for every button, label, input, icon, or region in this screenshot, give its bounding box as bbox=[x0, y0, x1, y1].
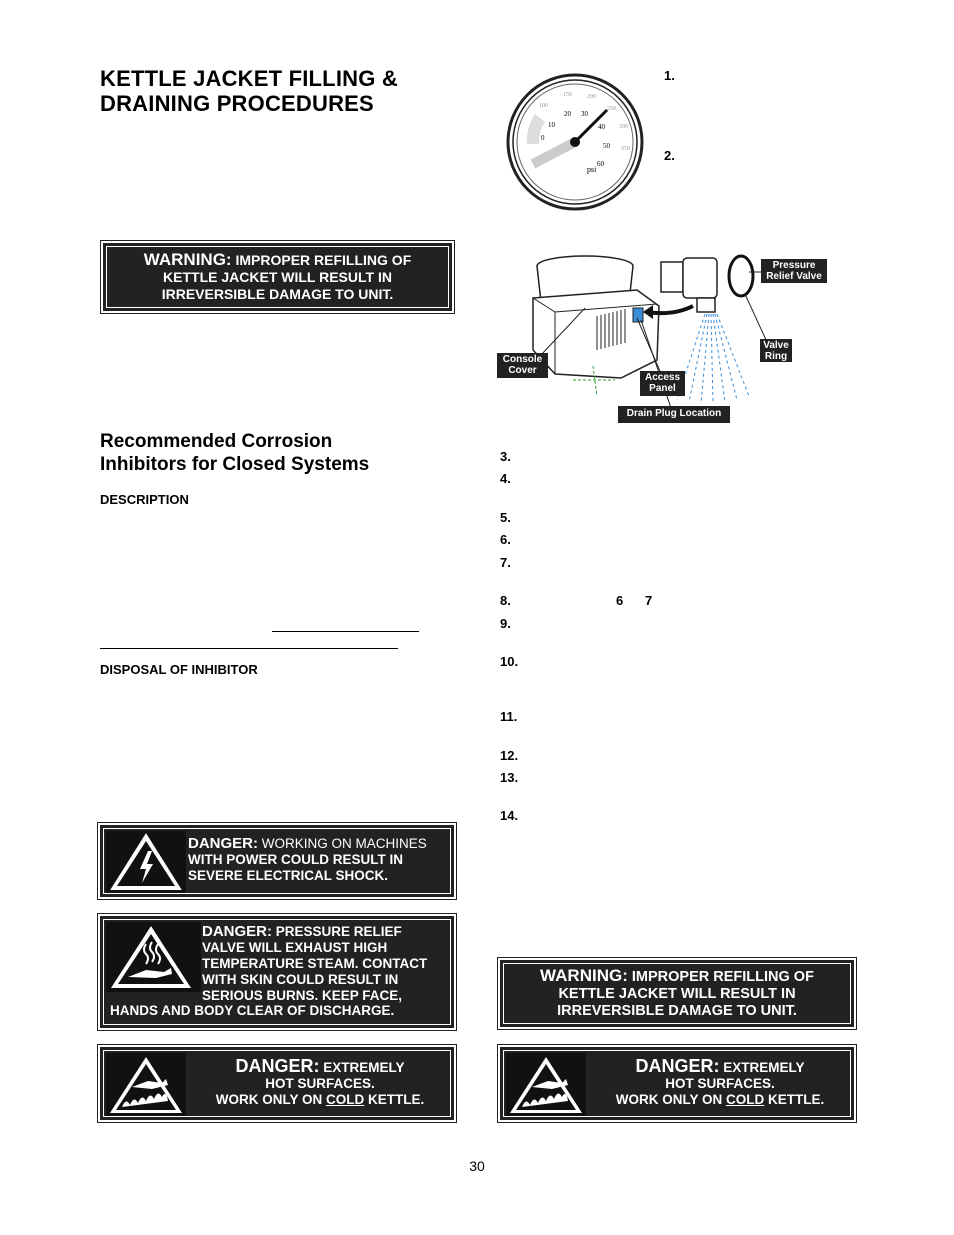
warning-line: KETTLE JACKET WILL RESULT IN bbox=[558, 986, 796, 1002]
danger-label: DANGER: bbox=[635, 1056, 720, 1076]
danger-line: VALVE WILL EXHAUST HIGH bbox=[202, 940, 388, 955]
underline-rule bbox=[100, 648, 398, 649]
console-cover-label: Console Cover bbox=[497, 353, 548, 378]
danger-line: EXTREMELY bbox=[323, 1060, 405, 1075]
danger-box-hot-left bbox=[100, 1047, 454, 1120]
gauge-tick: 150 bbox=[563, 92, 572, 98]
warning-line: IMPROPER REFILLING OF bbox=[631, 969, 814, 985]
gauge-tick: 300 bbox=[619, 124, 628, 130]
warning-box-left bbox=[103, 243, 452, 311]
section-heading-line: Recommended Corrosion bbox=[100, 431, 333, 452]
valve-ring-label: Valve Ring bbox=[760, 339, 792, 362]
danger-line: SEVERE ELECTRICAL SHOCK. bbox=[188, 868, 389, 883]
gauge-tick: 50 bbox=[603, 142, 610, 150]
gauge-tick: 30 bbox=[581, 110, 588, 118]
title-line-2: DRAINING PROCEDURES bbox=[100, 91, 374, 116]
danger-line: PRESSURE RELIEF bbox=[275, 924, 402, 939]
pressure-gauge-image bbox=[505, 72, 645, 212]
gauge-tick: 20 bbox=[564, 110, 571, 118]
danger-box-steam bbox=[100, 916, 454, 1028]
step-number: 10. bbox=[500, 654, 519, 669]
danger-label: DANGER: bbox=[235, 1056, 320, 1076]
description-heading: DESCRIPTION bbox=[100, 492, 189, 507]
step-number: 3. bbox=[500, 449, 511, 464]
danger-line: WORK ONLY ON COLD KETTLE. bbox=[615, 1092, 825, 1107]
danger-label: DANGER: bbox=[202, 923, 272, 940]
underline-rule bbox=[272, 631, 419, 632]
warning-label: WARNING: bbox=[540, 966, 628, 985]
page-number: 30 bbox=[469, 1158, 485, 1174]
page-title bbox=[100, 66, 398, 116]
step-number: 1. bbox=[664, 68, 675, 83]
danger-label: DANGER: bbox=[188, 835, 258, 852]
step-number: 9. bbox=[500, 616, 511, 631]
step-reference: 7 bbox=[645, 593, 653, 608]
warning-line: IRREVERSIBLE DAMAGE TO UNIT. bbox=[161, 286, 394, 302]
danger-line: SERIOUS BURNS. KEEP FACE, bbox=[202, 988, 403, 1003]
warning-label: WARNING: bbox=[143, 250, 232, 269]
gauge-tick: 200 bbox=[587, 94, 596, 100]
gauge-tick: 40 bbox=[598, 123, 605, 131]
step-number: 4. bbox=[500, 471, 511, 486]
gauge-tick: 250 bbox=[607, 106, 616, 112]
step-number: 8. bbox=[500, 593, 511, 608]
electric-shock-icon bbox=[106, 831, 186, 893]
danger-line: HOT SURFACES. bbox=[665, 1076, 775, 1091]
gauge-tick: 100 bbox=[539, 103, 548, 109]
section-heading-line: Inhibitors for Closed Systems bbox=[100, 454, 370, 475]
gauge-tick: 350 bbox=[621, 146, 630, 152]
step-number: 12. bbox=[500, 748, 519, 763]
danger-box-hot-right bbox=[500, 1047, 854, 1120]
danger-line: EXTREMELY bbox=[723, 1060, 805, 1075]
danger-line: HOT SURFACES. bbox=[265, 1076, 375, 1091]
steam-burn-icon bbox=[106, 922, 201, 992]
step-number: 2. bbox=[664, 148, 675, 163]
pressure-relief-valve-label: Pressure Relief Valve bbox=[761, 259, 827, 283]
step-number: 14. bbox=[500, 808, 519, 823]
hot-surface-icon bbox=[106, 1053, 186, 1116]
gauge-unit: psi bbox=[587, 165, 597, 174]
step-number: 13. bbox=[500, 770, 519, 785]
title-line-1: KETTLE JACKET FILLING & bbox=[100, 66, 398, 91]
step-number: 7. bbox=[500, 555, 511, 570]
gauge-tick: 0 bbox=[541, 134, 545, 142]
warning-line: KETTLE JACKET WILL RESULT IN bbox=[163, 269, 392, 285]
warning-box-right bbox=[500, 960, 854, 1027]
gauge-tick: 10 bbox=[548, 121, 555, 129]
hot-surface-icon bbox=[506, 1053, 586, 1116]
danger-line: HANDS AND BODY CLEAR OF DISCHARGE. bbox=[110, 1003, 395, 1018]
step-reference: 6 bbox=[616, 593, 624, 608]
danger-line: WITH POWER COULD RESULT IN bbox=[188, 852, 403, 867]
drain-plug-label: Drain Plug Location bbox=[618, 406, 730, 423]
warning-line: IRREVERSIBLE DAMAGE TO UNIT. bbox=[557, 1003, 797, 1019]
gauge-tick: 60 bbox=[597, 160, 604, 168]
danger-line: WITH SKIN COULD RESULT IN bbox=[202, 972, 399, 987]
danger-line: WORKING ON MACHINES bbox=[261, 836, 427, 851]
access-panel-label: Access Panel bbox=[640, 371, 685, 396]
danger-line: TEMPERATURE STEAM. CONTACT bbox=[202, 956, 428, 971]
step-number: 6. bbox=[500, 532, 511, 547]
danger-box-electrical bbox=[100, 825, 454, 897]
warning-line: IMPROPER REFILLING OF bbox=[235, 252, 412, 268]
disposal-heading: DISPOSAL OF INHIBITOR bbox=[100, 662, 258, 677]
step-number: 11. bbox=[500, 709, 518, 724]
step-number: 5. bbox=[500, 510, 511, 525]
section-heading-corrosion bbox=[100, 430, 369, 476]
danger-line: WORK ONLY ON COLD KETTLE. bbox=[215, 1092, 425, 1107]
